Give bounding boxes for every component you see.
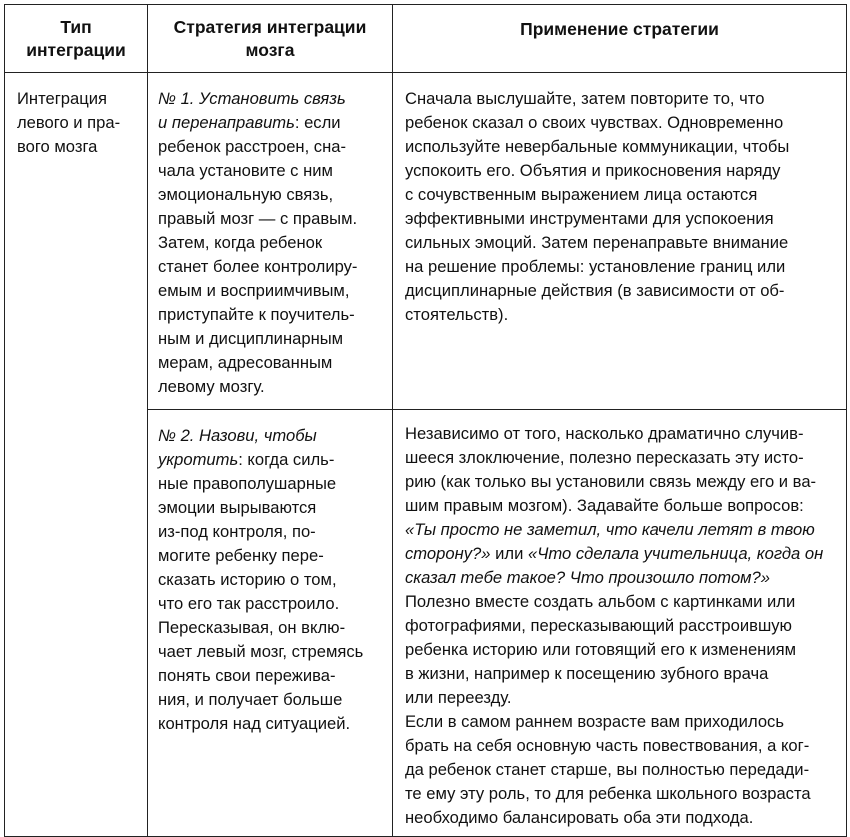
strategy-1-text: станет более контролиру- [158, 257, 358, 276]
header-integration-strategy [148, 5, 393, 73]
integration-type-text: Интеграция [17, 89, 108, 108]
strategy-2-title: № 2. Назови, чтобы [158, 426, 317, 445]
strategy-2-text: сказать историю о том, [158, 570, 337, 589]
application-1-text: успокоить его. Объятия и прикосновения наряду [405, 161, 781, 180]
strategy-2-text: могите ребенку пере- [158, 546, 324, 565]
application-2-quote: «Ты просто не заметил, что качели летят в твою [405, 520, 815, 539]
application-2-quote: сторону?» [405, 544, 491, 563]
application-2-text: Независимо от того, насколько драматично случив- [405, 424, 804, 443]
application-2-text: или [490, 544, 528, 563]
application-2-text: шееся злоключение, полезно пересказать эту исто- [405, 448, 804, 467]
strategy-1-title: и перенаправить [158, 113, 295, 132]
application-2-text: в жизни, например к посещению зубного врача [405, 664, 769, 683]
application-1-text: сильных эмоций. Затем перенаправьте внимание [405, 233, 789, 252]
strategy-1-text: ным и дисциплинарным [158, 329, 344, 348]
application-1-cell [393, 73, 847, 410]
strategy-1-text: эмоциональную связь, [158, 185, 334, 204]
header-text: Тип [60, 17, 92, 37]
application-1-text: используйте невербальные коммуникации, чтобы [405, 137, 790, 156]
strategy-table [4, 4, 847, 837]
strategy-2-text: : когда силь- [238, 450, 335, 469]
application-1-text: на решение проблемы: установление границ или [405, 257, 786, 276]
strategy-2-text: ные правополушарные [158, 474, 337, 493]
application-2-text: рию (как только вы установили связь между его и ва- [405, 472, 817, 491]
strategy-1-title: № 1. Установить связь [158, 89, 346, 108]
strategy-2-title: укротить [158, 450, 239, 469]
application-2-text: да ребенок станет старше, вы полностью передади- [405, 760, 810, 779]
strategy-1-text: мерам, адресованным [158, 353, 333, 372]
strategy-2-cell [148, 410, 393, 837]
application-2-text: Если в самом раннем возрасте вам приходилось [405, 712, 784, 731]
strategy-2-text: понять свои пережива- [158, 666, 336, 685]
application-2-quote: сказал тебе такое? Что произошло потом?» [405, 568, 771, 587]
application-1-text: с сочувственным выражением лица остаются [405, 185, 758, 204]
header-strategy-application [393, 5, 847, 73]
strategy-1-text: приступайте к поучитель- [158, 305, 355, 324]
strategy-2-text: контроля над ситуацией. [158, 714, 351, 733]
application-2-cell [393, 410, 847, 837]
strategy-1-text: емым и восприимчивым, [158, 281, 350, 300]
strategy-1-text: Затем, когда ребенок [158, 233, 323, 252]
strategy-2-text: Пересказывая, он вклю- [158, 618, 346, 637]
application-2-text: Полезно вместе создать альбом с картинками или [405, 592, 796, 611]
application-1-text: Сначала выслушайте, затем повторите то, что [405, 89, 765, 108]
header-text: Применение стратегии [520, 19, 719, 39]
strategy-2-text: чает левый мозг, стремясь [158, 642, 364, 661]
table-header-row [5, 5, 847, 73]
application-1-text: ребенок сказал о своих чувствах. Одновременно [405, 113, 784, 132]
strategy-2-text: эмоции вырываются [158, 498, 317, 517]
strategy-1-text: : если [294, 113, 341, 132]
application-2-text: необходимо балансировать оба эти подхода. [405, 808, 754, 827]
application-2-text: фотографиями, пересказывающий расстроившую [405, 616, 792, 635]
integration-type-text: вого мозга [17, 137, 98, 156]
strategy-1-text: чала установите с ним [158, 161, 333, 180]
strategy-1-cell [148, 73, 393, 410]
application-2-text: или переезду. [405, 688, 512, 707]
strategy-1-text: правый мозг — с правым. [158, 209, 358, 228]
application-1-text: дисциплинарные действия (в зависимости от об- [405, 281, 785, 300]
application-2-text: те ему эту роль, то для ребенка школьного возраста [405, 784, 811, 803]
table-row [5, 73, 847, 410]
strategy-2-text: ния, и получает больше [158, 690, 343, 709]
strategy-2-text: из-под контроля, по- [158, 522, 316, 541]
header-text: интеграции [26, 40, 126, 60]
integration-type-cell [5, 73, 148, 837]
application-2-text: шим правым мозгом). Задавайте больше вопросов: [405, 496, 804, 515]
header-text: Стратегия интеграции [173, 17, 367, 37]
strategy-1-text: левому мозгу. [158, 377, 265, 396]
strategy-1-text: ребенок расстроен, сна- [158, 137, 347, 156]
header-text: мозга [245, 40, 295, 60]
header-integration-type [5, 5, 148, 73]
application-1-text: эффективными инструментами для успокоения [405, 209, 774, 228]
application-1-text: стоятельств). [405, 305, 509, 324]
application-2-text: ребенка историю или готовящий его к изменениям [405, 640, 797, 659]
strategy-2-text: что его так расстроило. [158, 594, 340, 613]
application-2-text: брать на себя основную часть повествования, а ког- [405, 736, 810, 755]
application-2-quote: «Что сделала учительница, когда он [527, 544, 824, 563]
integration-type-text: левого и пра- [17, 113, 121, 132]
